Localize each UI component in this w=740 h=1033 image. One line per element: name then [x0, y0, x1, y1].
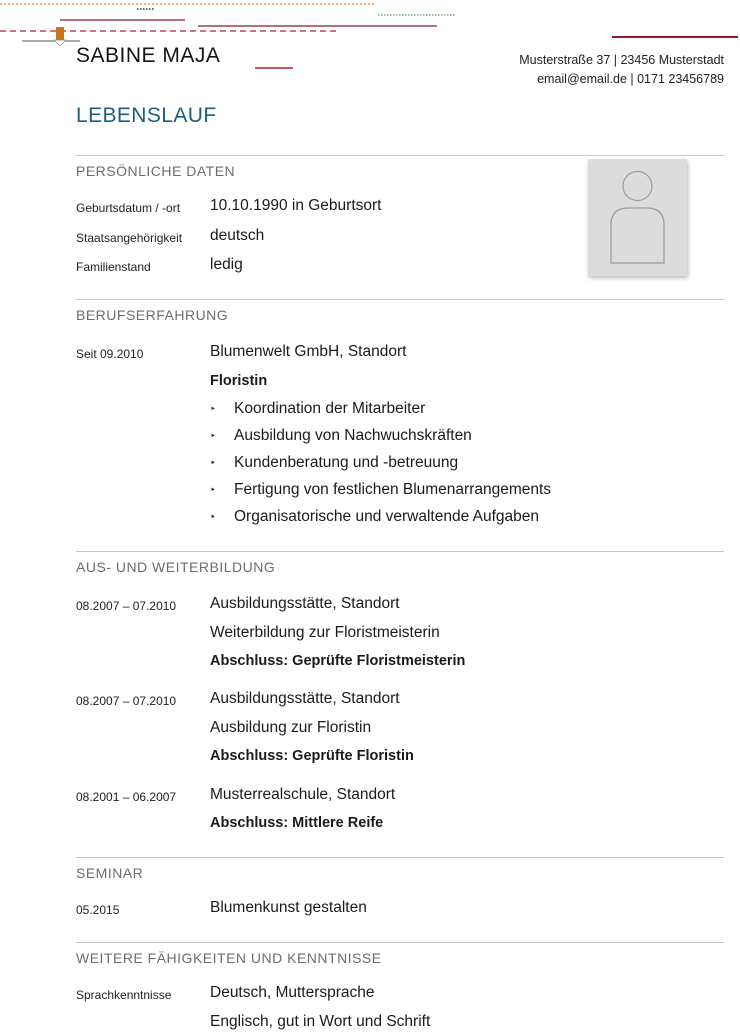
bullet-icon: ‣ [210, 431, 216, 442]
education-program: Weiterbildung zur Floristmeisterin [210, 624, 440, 641]
experience-task: Fertigung von festlichen Blumenarrangements [234, 481, 552, 498]
skills-language: Englisch, gut in Wort und Schrift [210, 1013, 431, 1030]
bullet-icon: ‣ [210, 404, 216, 415]
skills-language: Deutsch, Muttersprache [210, 984, 375, 1001]
education-date: 08.2007 – 07.2010 [76, 694, 177, 708]
education-school: Ausbildungsstätte, Standort [210, 595, 400, 612]
value-marital-status: ledig [210, 256, 243, 273]
bullet-icon: ‣ [210, 485, 216, 496]
seminar-date: 05.2015 [76, 903, 120, 917]
profile-photo [588, 159, 687, 276]
education-school: Ausbildungsstätte, Standort [210, 690, 400, 707]
seminar-title: Blumenkunst gestalten [210, 899, 367, 916]
education-degree: Abschluss: Geprüfte Floristin [210, 748, 414, 764]
education-program: Ausbildung zur Floristin [210, 719, 372, 736]
experience-company: Blumenwelt GmbH, Standort [210, 343, 407, 360]
label-marital-status: Familienstand [76, 260, 151, 274]
experience-task: Organisatorische und verwaltende Aufgaben [234, 508, 540, 525]
section-divider [76, 942, 724, 943]
education-date: 08.2001 – 06.2007 [76, 790, 177, 804]
person-placeholder-icon [588, 159, 687, 276]
value-nationality: deutsch [210, 227, 265, 244]
experience-task: Kundenberatung und -betreuung [234, 454, 459, 471]
education-date: 08.2007 – 07.2010 [76, 599, 177, 613]
section-heading-education: AUS- UND WEITERBILDUNG [76, 559, 276, 575]
section-divider [76, 551, 724, 552]
value-birth: 10.10.1990 in Geburtsort [210, 197, 382, 214]
label-nationality: Staatsangehörigkeit [76, 231, 183, 245]
experience-task: Ausbildung von Nachwuchskräften [234, 427, 472, 444]
bookmark-icon [54, 27, 66, 46]
document-title: LEBENSLAUF [76, 104, 217, 127]
section-divider [76, 155, 724, 156]
section-heading-experience: BERUFSERFAHRUNG [76, 307, 229, 323]
section-divider [76, 299, 724, 300]
experience-role: Floristin [210, 373, 268, 389]
bullet-icon: ‣ [210, 512, 216, 523]
section-divider [76, 857, 724, 858]
label-birth: Geburtsdatum / -ort [76, 201, 181, 215]
education-school: Musterrealschule, Standort [210, 786, 396, 803]
section-heading-skills: WEITERE FÄHIGKEITEN UND KENNTNISSE [76, 950, 382, 966]
education-degree: Abschluss: Geprüfte Floristmeisterin [210, 653, 466, 669]
skills-label: Sprachkenntnisse [76, 988, 172, 1002]
applicant-name: SABINE MAJA [76, 44, 221, 67]
section-heading-seminar: SEMINAR [76, 865, 144, 881]
education-degree: Abschluss: Mittlere Reife [210, 815, 384, 831]
experience-task: Koordination der Mitarbeiter [234, 400, 426, 417]
address-line: Musterstraße 37 | 23456 Musterstadt [519, 53, 724, 67]
experience-date: Seit 09.2010 [76, 347, 144, 361]
bullet-icon: ‣ [210, 458, 216, 469]
section-heading-personal: PERSÖNLICHE DATEN [76, 163, 236, 179]
contact-line: email@email.de | 0171 23456789 [537, 72, 724, 86]
